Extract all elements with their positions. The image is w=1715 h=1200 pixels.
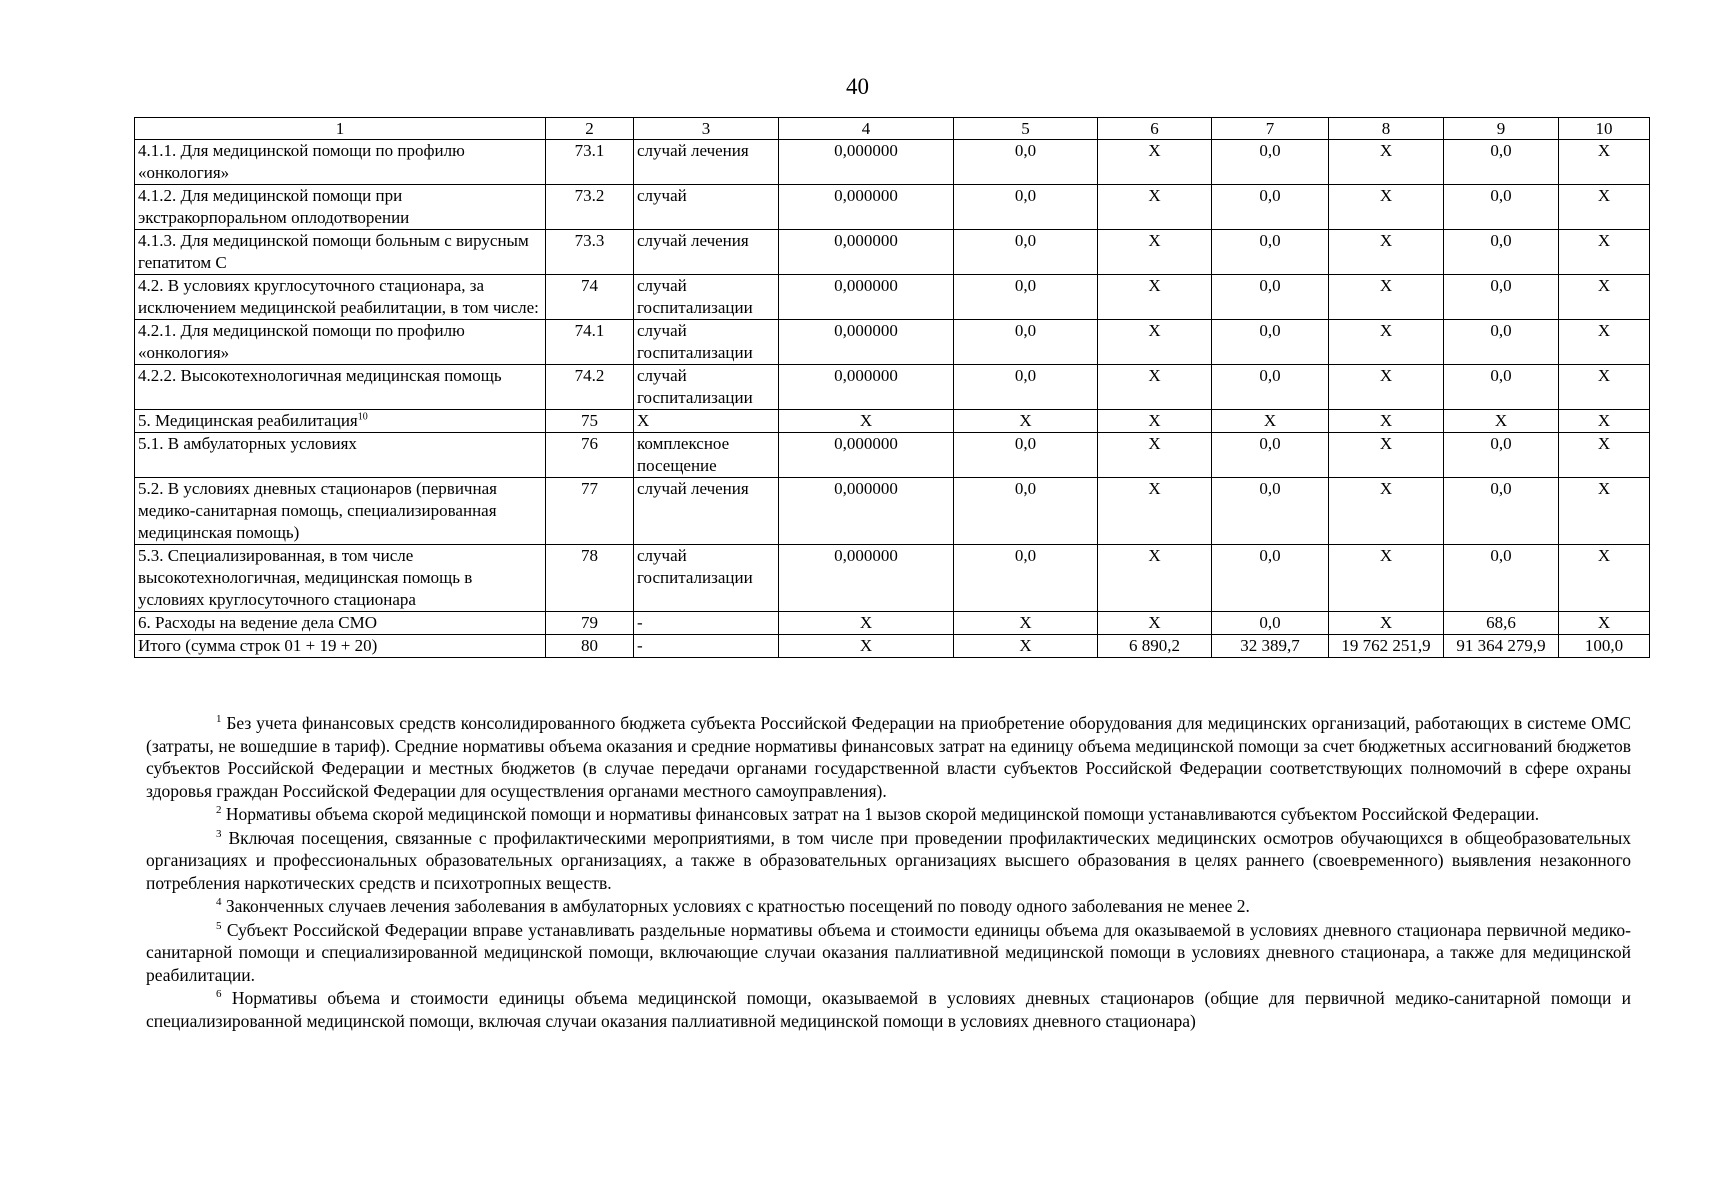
cell-col9: 0,0 [1444, 545, 1559, 612]
cell-col4: 0,000000 [779, 545, 954, 612]
cell-col4: 0,000000 [779, 275, 954, 320]
cell-col9: 91 364 279,9 [1444, 635, 1559, 658]
cell-col5: 0,0 [954, 545, 1098, 612]
cell-col8: X [1329, 612, 1444, 635]
cell-col4: 0,000000 [779, 320, 954, 365]
row-code-cell: 76 [546, 433, 634, 478]
cell-col7: 0,0 [1212, 320, 1329, 365]
table-row [135, 612, 1650, 635]
footnote-text: Включая посещения, связанные с профилактическими мероприятиями, в том числе при проведении профилактических медицинских осмотров обучающихся в общеобразовательных организациях и профессиональных образовательных организациях, а также в образовательных организациях высшего образования в целях раннего (своевременного) выявления незаконного потребления наркотических средств и психотропных веществ. [146, 827, 1632, 893]
column-header: 5 [954, 118, 1098, 140]
row-unit-cell: X [634, 410, 779, 433]
cell-col8: X [1329, 365, 1444, 410]
row-unit-cell: случай лечения [634, 478, 779, 545]
table-row [135, 140, 1650, 185]
row-name-cell: 4.2. В условиях круглосуточного стационара, за исключением медицинской реабилитации, в том числе: [135, 275, 546, 320]
column-header: 2 [546, 118, 634, 140]
column-header: 4 [779, 118, 954, 140]
row-name-cell: 4.2.2. Высокотехнологичная медицинская помощь [135, 365, 546, 410]
table-row [135, 275, 1650, 320]
row-code-cell: 80 [546, 635, 634, 658]
cell-col9: 0,0 [1444, 275, 1559, 320]
cell-col6: X [1098, 140, 1212, 185]
row-unit-cell: случай госпитализации [634, 320, 779, 365]
row-unit-cell: случай лечения [634, 140, 779, 185]
cell-col9: 68,6 [1444, 612, 1559, 635]
table-row [135, 365, 1650, 410]
row-code-cell: 75 [546, 410, 634, 433]
cell-col10: X [1559, 185, 1650, 230]
row-name-cell: 4.1.3. Для медицинской помощи больным с вирусным гепатитом С [135, 230, 546, 275]
row-code-cell: 77 [546, 478, 634, 545]
cell-col7: 0,0 [1212, 230, 1329, 275]
row-unit-cell: случай лечения [634, 230, 779, 275]
cell-col8: X [1329, 410, 1444, 433]
row-code-cell: 74.1 [546, 320, 634, 365]
column-header: 3 [634, 118, 779, 140]
table-row [135, 410, 1650, 433]
cell-col4: 0,000000 [779, 478, 954, 545]
cell-col8: X [1329, 478, 1444, 545]
cell-col5: 0,0 [954, 433, 1098, 478]
cell-col6: X [1098, 410, 1212, 433]
cell-col7: 0,0 [1212, 478, 1329, 545]
row-name-cell: 6. Расходы на ведение дела СМО [135, 612, 546, 635]
cell-col6: X [1098, 230, 1212, 275]
table-row [135, 478, 1650, 545]
row-name-cell: Итого (сумма строк 01 + 19 + 20) [135, 635, 546, 658]
cell-col6: X [1098, 545, 1212, 612]
cell-col7: 0,0 [1212, 275, 1329, 320]
cell-col5: 0,0 [954, 275, 1098, 320]
cell-col5: 0,0 [954, 365, 1098, 410]
cell-col10: X [1559, 230, 1650, 275]
row-unit-cell: случай госпитализации [634, 365, 779, 410]
cell-col9: 0,0 [1444, 230, 1559, 275]
cell-col7: 0,0 [1212, 612, 1329, 635]
page-number: 40 [846, 74, 869, 99]
cell-col4: 0,000000 [779, 185, 954, 230]
cell-col6: 6 890,2 [1098, 635, 1212, 658]
cell-col7: X [1212, 410, 1329, 433]
row-name-cell: 5. Медицинская реабилитация$^{10}$ [135, 410, 546, 433]
footnotes [146, 712, 1631, 1033]
cell-col5: X [954, 410, 1098, 433]
cell-col8: X [1329, 275, 1444, 320]
cell-col8: X [1329, 433, 1444, 478]
footnote-number: 4 [216, 896, 222, 909]
cell-col4: 0,000000 [779, 433, 954, 478]
cell-col8: 19 762 251,9 [1329, 635, 1444, 658]
row-name-cell: 4.2.1. Для медицинской помощи по профилю «онкология» [135, 320, 546, 365]
row-unit-cell: случай [634, 185, 779, 230]
footnote-text: Нормативы объема и стоимости единицы объема медицинской помощи, оказываемой в условиях дневных стационаров (общие для первичной медико-санитарной помощи и специализированной медицинской помощи, включая случаи оказания паллиативной медицинской помощи в условиях дневного стационара) [146, 988, 1632, 1031]
row-unit-cell: - [634, 635, 779, 658]
cell-col7: 0,0 [1212, 185, 1329, 230]
cell-col5: 0,0 [954, 320, 1098, 365]
footnote-number: 3 [216, 827, 222, 840]
column-header: 1 [135, 118, 546, 140]
footnote-number: 2 [216, 804, 222, 817]
row-name-cell: 4.1.1. Для медицинской помощи по профилю «онкология» [135, 140, 546, 185]
cell-col8: X [1329, 545, 1444, 612]
cell-col7: 0,0 [1212, 140, 1329, 185]
cell-col6: X [1098, 320, 1212, 365]
cell-col4: X [779, 612, 954, 635]
cell-col4: 0,000000 [779, 230, 954, 275]
cell-col10: X [1559, 612, 1650, 635]
cell-col9: 0,0 [1444, 185, 1559, 230]
table-header-row [135, 118, 1650, 140]
column-header: 10 [1559, 118, 1650, 140]
footnote-number: 6 [216, 988, 222, 1001]
cell-col7: 0,0 [1212, 433, 1329, 478]
cell-col10: 100,0 [1559, 635, 1650, 658]
cell-col9: 0,0 [1444, 478, 1559, 545]
cell-col9: 0,0 [1444, 365, 1559, 410]
column-header: 9 [1444, 118, 1559, 140]
table-row [135, 230, 1650, 275]
cell-col6: X [1098, 478, 1212, 545]
row-code-cell: 79 [546, 612, 634, 635]
cell-col9: 0,0 [1444, 140, 1559, 185]
row-unit-cell: - [634, 612, 779, 635]
cell-col8: X [1329, 185, 1444, 230]
cell-col8: X [1329, 230, 1444, 275]
cell-col9: X [1444, 410, 1559, 433]
normatives-table [134, 117, 1650, 658]
cell-col10: X [1559, 140, 1650, 185]
cell-col7: 0,0 [1212, 365, 1329, 410]
cell-col6: X [1098, 612, 1212, 635]
cell-col5: 0,0 [954, 185, 1098, 230]
cell-col5: 0,0 [954, 230, 1098, 275]
table-row [135, 545, 1650, 612]
column-header: 7 [1212, 118, 1329, 140]
cell-col9: 0,0 [1444, 433, 1559, 478]
row-code-cell: 74 [546, 275, 634, 320]
row-name-cell: 5.1. В амбулаторных условиях [135, 433, 546, 478]
cell-col4: X [779, 635, 954, 658]
column-header: 8 [1329, 118, 1444, 140]
footnote-5 [146, 919, 1631, 987]
row-name-cell: 4.1.2. Для медицинской помощи при экстракорпоральном оплодотворении [135, 185, 546, 230]
footnote-number: 1 [216, 713, 222, 726]
row-code-cell: 73.2 [546, 185, 634, 230]
cell-col8: X [1329, 320, 1444, 365]
footnote-6 [146, 987, 1631, 1032]
row-name-cell: 5.3. Специализированная, в том числе высокотехнологичная, медицинская помощь в условиях круглосуточного стационара [135, 545, 546, 612]
cell-col4: X [779, 410, 954, 433]
row-unit-cell: случай госпитализации [634, 545, 779, 612]
footnote-3 [146, 827, 1631, 895]
table-row [135, 185, 1650, 230]
cell-col7: 32 389,7 [1212, 635, 1329, 658]
row-name-cell: 5.2. В условиях дневных стационаров (первичная медико-санитарная помощь, специализированная медицинская помощь) [135, 478, 546, 545]
cell-col10: X [1559, 545, 1650, 612]
cell-col6: X [1098, 365, 1212, 410]
cell-col9: 0,0 [1444, 320, 1559, 365]
cell-col10: X [1559, 433, 1650, 478]
cell-col5: X [954, 635, 1098, 658]
cell-col5: 0,0 [954, 478, 1098, 545]
footnote-ref: 10 [357, 411, 368, 423]
cell-col10: X [1559, 320, 1650, 365]
cell-col10: X [1559, 410, 1650, 433]
row-code-cell: 73.1 [546, 140, 634, 185]
column-header: 6 [1098, 118, 1212, 140]
row-unit-cell: случай госпитализации [634, 275, 779, 320]
row-code-cell: 74.2 [546, 365, 634, 410]
footnote-text: Нормативы объема скорой медицинской помощи и нормативы финансовых затрат на 1 вызов скорой медицинской помощи устанавливаются субъектом Российской Федерации. [225, 804, 1540, 824]
table-row [135, 433, 1650, 478]
footnote-text: Субъект Российской Федерации вправе устанавливать раздельные нормативы объема и стоимости единицы объема для оказываемой в условиях дневного стационара первичной медико-санитарной помощи и специализированной медицинской помощи, включающие случаи оказания паллиативной медицинской помощи в условиях дневного стационара, а также для медицинской реабилитации. [146, 919, 1631, 985]
footnote-4 [146, 895, 1631, 918]
cell-col7: 0,0 [1212, 545, 1329, 612]
table-body [135, 140, 1650, 658]
footnote-text: Без учета финансовых средств консолидированного бюджета субъекта Российской Федерации на приобретение оборудования для медицинских организаций, работающих в системе ОМС (затраты, не вошедшие в тариф). Средние нормативы объема оказания и средние нормативы финансовых затрат на единицу объема медицинской помощи за счет бюджетных ассигнований бюджетов субъектов Российской Федерации и местных бюджетов (в случае передачи органами государственной власти субъектов Российской Федерации соответствующих полномочий в сфере охраны здоровья граждан Российской Федерации для осуществления органами местного самоуправления). [146, 713, 1632, 801]
cell-col5: 0,0 [954, 140, 1098, 185]
cell-col4: 0,000000 [779, 140, 954, 185]
cell-col8: X [1329, 140, 1444, 185]
footnote-2 [146, 803, 1631, 826]
cell-col10: X [1559, 365, 1650, 410]
cell-col6: X [1098, 275, 1212, 320]
cell-col10: X [1559, 478, 1650, 545]
footnote-text: Законченных случаев лечения заболевания в амбулаторных условиях с кратностью посещений по поводу одного заболевания не менее 2. [225, 896, 1250, 916]
table-row [135, 320, 1650, 365]
table-row [135, 635, 1650, 658]
cell-col5: X [954, 612, 1098, 635]
footnote-1 [146, 712, 1631, 802]
cell-col4: 0,000000 [779, 365, 954, 410]
row-unit-cell: комплексное посещение [634, 433, 779, 478]
cell-col6: X [1098, 185, 1212, 230]
footnote-number: 5 [216, 919, 222, 932]
row-code-cell: 78 [546, 545, 634, 612]
cell-col10: X [1559, 275, 1650, 320]
row-code-cell: 73.3 [546, 230, 634, 275]
cell-col6: X [1098, 433, 1212, 478]
